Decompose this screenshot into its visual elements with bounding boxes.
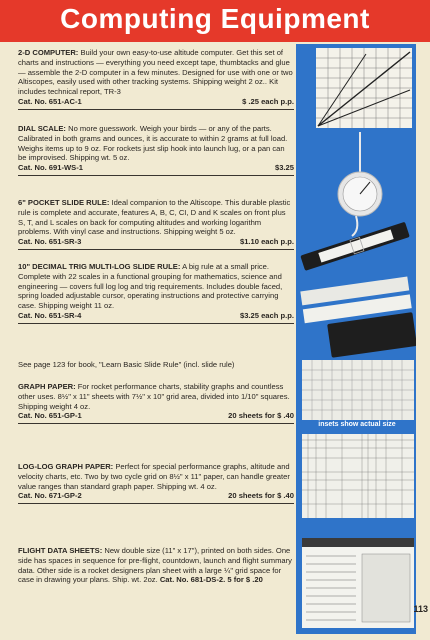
price: . 5 for $ .20 xyxy=(223,575,263,585)
catalog-number: Cat. No. 651-SR-4 xyxy=(18,310,82,320)
trig-slide-rule-photo xyxy=(300,276,416,360)
catalog-number: Cat. No. 691-WS-1 xyxy=(18,163,83,173)
catalog-number: Cat. No. 671-GP-2 xyxy=(18,491,82,501)
catalog-number: Cat. No. 681-DS-2 xyxy=(159,575,224,585)
page-title: Computing Equipment xyxy=(60,3,370,34)
log-log-paper-photo xyxy=(302,434,414,518)
divider xyxy=(18,109,294,110)
see-page-note xyxy=(18,360,294,370)
price: 20 sheets for $ .40 xyxy=(228,491,294,501)
price: $1.10 each p.p. xyxy=(239,237,294,247)
item-description: New double size (11" x 17"), printed on both sides. One side has spaces in sequence for pre-flight, countdown, launch and flight summary data. Other side is a rocket designers plan sheet with a large ¼" grid space for case in drawing your plans. Ship. wt. 2oz. xyxy=(18,546,292,585)
price: $3.25 each p.p. xyxy=(239,310,294,320)
divider xyxy=(18,503,294,504)
graph-paper-photo xyxy=(302,360,414,420)
page-number: 113 xyxy=(413,604,428,614)
inset-caption: insets show actual size xyxy=(318,421,396,428)
item-name: LOG-LOG GRAPH PAPER: xyxy=(18,462,114,471)
catalog-number: Cat. No. 651-AC-1 xyxy=(18,96,82,106)
item-name: DIAL SCALE: xyxy=(18,124,66,133)
item-name: 10" DECIMAL TRIG MULTI-LOG SLIDE RULE: xyxy=(18,262,181,271)
item-name: 6" POCKET SLIDE RULE: xyxy=(18,198,110,207)
item-dial-scale xyxy=(18,124,294,176)
price: $3.25 xyxy=(274,163,294,173)
item-description: No more guesswork. Weigh your birds — or any of the parts. Calibrated in both grams and ounces, it is accurate to within 2 grams at full load. Weighs items up to 9 oz. For rockets just slip hook into launch lug, or a pan can be improvised. Shipping wt. 5 oz. xyxy=(18,124,288,163)
item-description: Build your own easy-to-use altitude computer. Get this set of charts and instructions — everything you need except tape, thumbtacks and glue — assemble the 2-D computer in a few minutes. Designed for use with one or two Altiscopes, easily used with other tracking systems. Shipping weight 2 oz.. Kit includes technical report, TR-3 xyxy=(18,48,293,97)
pocket-slide-rule-photo xyxy=(300,222,410,271)
divider xyxy=(18,175,294,176)
flight-data-sheet-photo xyxy=(302,538,414,628)
catalog-number: Cat. No. 651-GP-1 xyxy=(18,411,82,421)
item-name: 2-D COMPUTER: xyxy=(18,48,79,57)
item-trig-slide-rule xyxy=(18,262,294,324)
item-description: A big rule at a small price. Complete with 22 scales in a functional grouping for mathematics, science and engineering — covers full log log and trig requirements. Includes double faced, spring loaded adjustable cursor, operating instructions and protective carrying case. Shipping weight 11 oz. xyxy=(18,262,283,311)
item-2d-computer xyxy=(18,48,294,110)
computer-chart-photo xyxy=(316,48,412,128)
dial-scale-photo xyxy=(338,132,382,236)
see-page-text: See page 123 for book, "Learn Basic Slide Rule" (incl. slide rule) xyxy=(18,360,235,369)
item-pocket-slide-rule xyxy=(18,198,294,250)
item-name: FLIGHT DATA SHEETS: xyxy=(18,546,103,555)
item-log-log-paper xyxy=(18,462,294,504)
divider xyxy=(18,249,294,250)
item-graph-paper xyxy=(18,382,294,424)
divider xyxy=(18,323,294,324)
catalog-number: Cat. No. 651-SR-3 xyxy=(18,237,82,247)
price: 20 sheets for $ .40 xyxy=(228,411,294,421)
item-description: Ideal companion to the Altiscope. This durable plastic rule is complete and accurate, features A, B, C, CI, D and K scales on front plus S, T, and L scales on back for computing altitudes and working logarithm problems. With vinyl case and instructions. Shipping weight 5 oz. xyxy=(18,198,291,237)
header-banner xyxy=(0,0,430,42)
product-photos xyxy=(296,44,416,634)
price: $ .25 each p.p. xyxy=(242,96,294,106)
divider xyxy=(18,423,294,424)
item-description: Perfect for special performance graphs, altitude and velocity charts, etc. Two by two cycle grid on 8½" x 11" paper, can handle greater value ranges than standard graph paper. Shipping wt. 4 oz. xyxy=(18,462,290,491)
item-description: For rocket performance charts, stability graphs and countless other uses. 8½" x 11" sheets with 7½" x 10" grid area, divided into 1/10" squares. Shipping weight 4 oz. xyxy=(18,382,290,411)
item-flight-data-sheets xyxy=(18,546,294,585)
photo-panel xyxy=(296,44,416,634)
item-name: GRAPH PAPER: xyxy=(18,382,76,391)
